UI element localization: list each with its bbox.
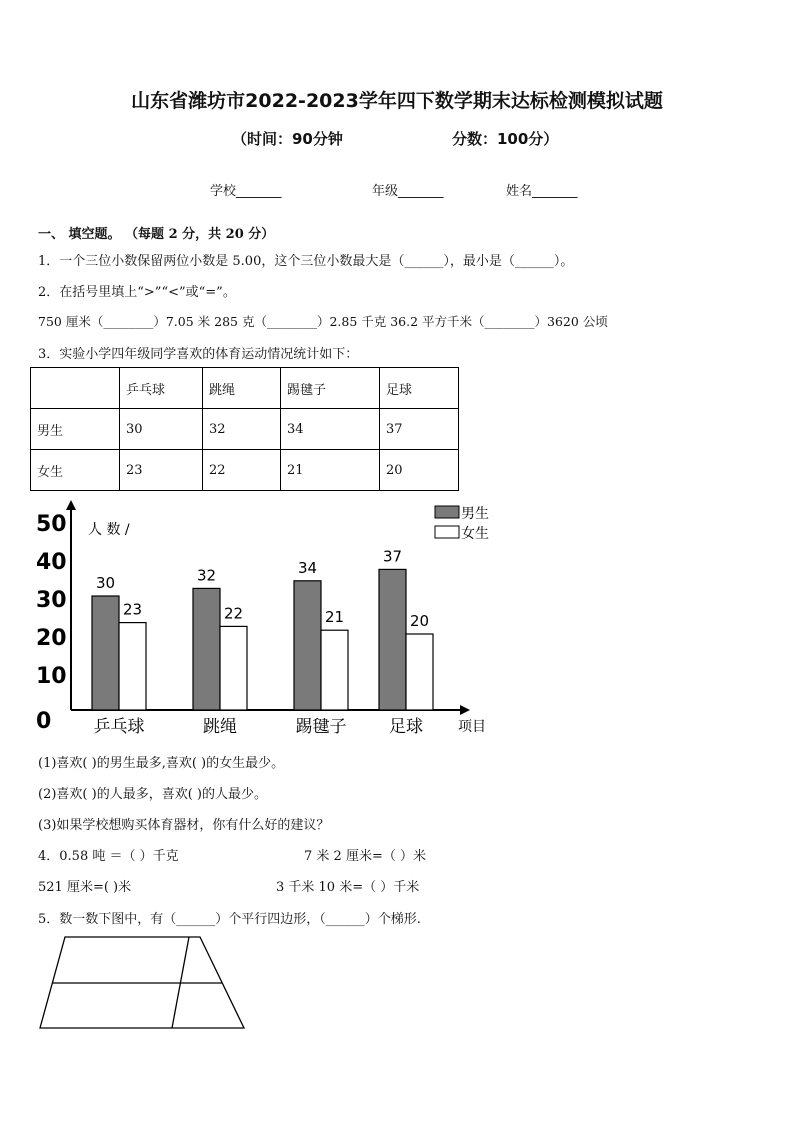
bar-value-label: 30 [95, 574, 116, 592]
x-axis-label: 项目 [458, 719, 486, 735]
table-cell: 30 [120, 409, 203, 450]
section-heading: 一、 填空题。 （每题 2 分，共 20 分） [38, 227, 275, 242]
legend-swatch [435, 526, 459, 538]
question-3-part-1: (1)喜欢( )的男生最多,喜欢( )的女生最少。 [38, 756, 285, 771]
table-cell: 37 [380, 409, 459, 450]
question-4-a: 4．0.58 吨 ＝（ ）千克 [38, 849, 179, 864]
exam-time: （时间：90分钟 [232, 130, 343, 148]
legend-swatch [435, 506, 459, 518]
question-3-part-2: (2)喜欢( )的人最多，喜欢( )的人最少。 [38, 787, 267, 802]
table-cell: 20 [380, 450, 459, 491]
table-cell: 34 [281, 409, 380, 450]
legend-label: 男生 [461, 506, 489, 522]
question-3-part-3: (3)如果学校想购买体育器材，你有什么好的建议？ [38, 818, 330, 833]
row-label: 女生 [31, 450, 120, 491]
bar-value-label: 23 [122, 600, 143, 619]
question-2: 2．在括号里填上“>”“<”或“=”。 [38, 285, 236, 300]
x-tick-label: 乒乓球 [93, 717, 145, 737]
x-tick-label: 跳绳 [203, 717, 237, 737]
y-axis-arrow [66, 500, 76, 510]
question-1: 1．一个三位小数保留两位小数是 5.00，这个三位小数最大是（______），最小是（______）。 [38, 254, 574, 269]
table-cell: 21 [281, 450, 380, 491]
page-title: 山东省潍坊市2022-2023学年四下数学期末达标检测模拟试题 [131, 90, 663, 112]
row-label: 男生 [31, 409, 120, 450]
y-tick-label: 30 [36, 588, 67, 613]
legend-label: 女生 [461, 526, 489, 542]
y-tick-label: 20 [36, 626, 67, 651]
bar-value-label: 22 [223, 604, 244, 623]
bar-female [406, 634, 433, 710]
x-axis-arrow [460, 705, 470, 715]
bar-value-label: 34 [297, 558, 318, 577]
table-header-cell: 足球 [380, 368, 459, 409]
y-tick-label: 10 [36, 664, 67, 689]
bar-value-label: 20 [409, 612, 430, 630]
question-2-items: 750 厘米（________）7.05 米 285 克（________）2.85 千克 36.2 平方千米（________）3620 公顷 [38, 314, 608, 329]
table-cell: 32 [203, 409, 281, 450]
y-tick-label: 50 [36, 512, 67, 537]
bar-male [92, 596, 119, 710]
bar-male [294, 581, 321, 710]
y-axis-label: 人 数 / [88, 522, 130, 538]
bar-male [379, 569, 406, 710]
question-3: 3．实验小学四年级同学喜欢的体育运动情况统计如下： [38, 347, 359, 362]
school-field[interactable]: 学校_______ [210, 184, 282, 199]
table-header-cell: 乒乓球 [120, 368, 203, 409]
y-tick-label: 0 [36, 709, 52, 734]
question-4-d: 3 千米 10 米=（ ）千米 [276, 880, 420, 895]
question-4-c: 521 厘米=( )米 [38, 880, 132, 895]
table-cell: 23 [120, 450, 203, 491]
table-header-cell: 跳绳 [203, 368, 281, 409]
x-tick-label: 踢毽子 [295, 717, 347, 737]
question-4-b: 7 米 2 厘米=（ ）米 [304, 849, 426, 864]
table-cell: 22 [203, 450, 281, 491]
exam-score: 分数：100分） [452, 130, 559, 148]
bar-female [119, 623, 146, 710]
bar-value-label: 32 [196, 566, 217, 585]
bar-female [321, 630, 348, 710]
bar-male [193, 588, 220, 710]
grade-field[interactable]: 年级_______ [372, 184, 444, 199]
table-header-cell: 踢毽子 [281, 368, 380, 409]
bar-value-label: 37 [382, 547, 403, 566]
y-tick-label: 40 [36, 550, 67, 575]
x-tick-label: 足球 [389, 717, 423, 737]
bar-value-label: 21 [324, 608, 345, 627]
question-5: 5．数一数下图中，有（______）个平行四边形，（______）个梯形. [38, 912, 421, 927]
bar-female [220, 626, 247, 710]
name-field[interactable]: 姓名_______ [506, 184, 578, 199]
